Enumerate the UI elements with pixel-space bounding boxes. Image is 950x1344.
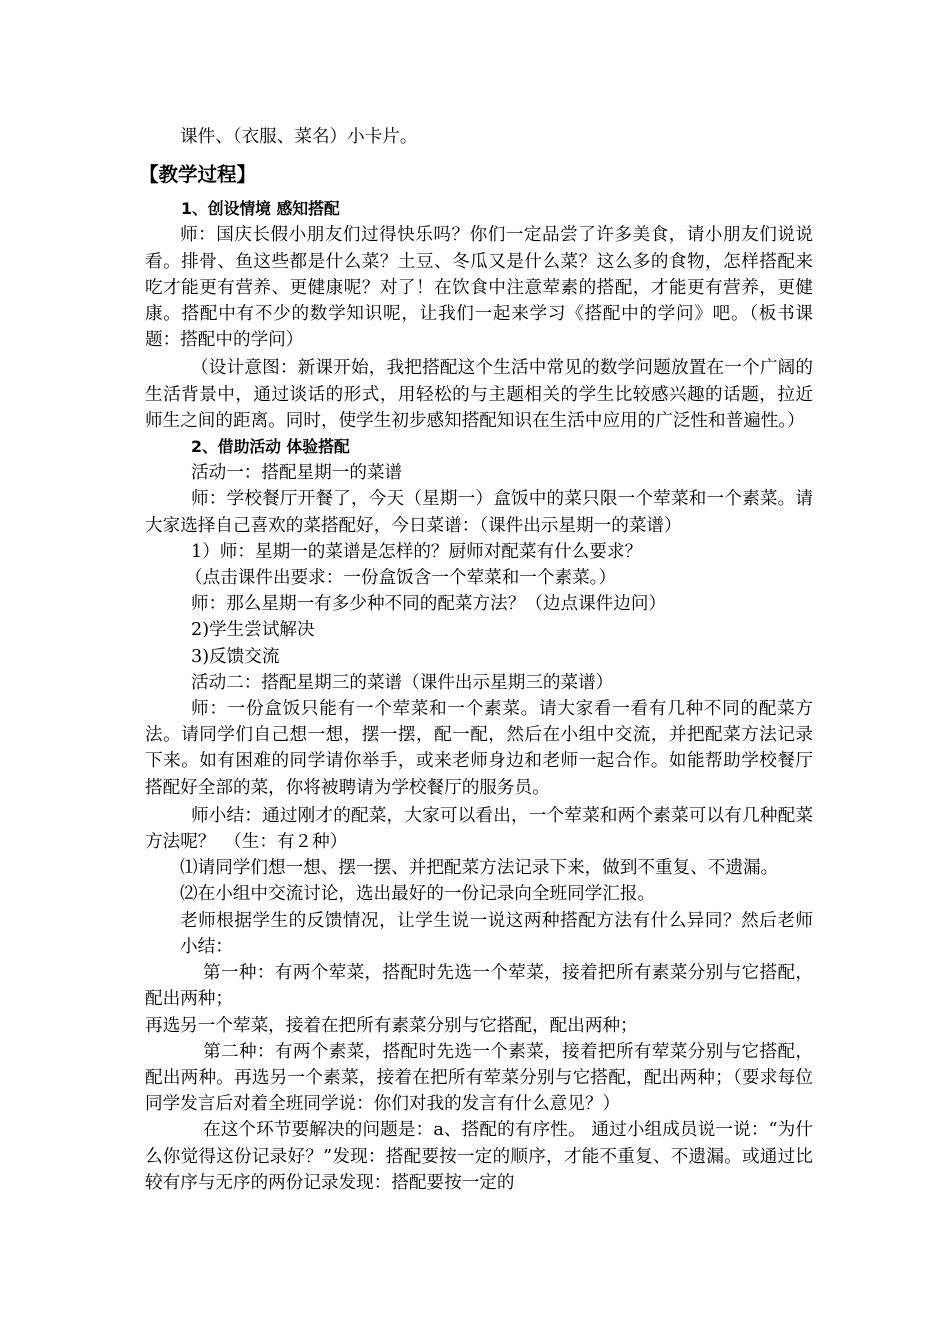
activity1-item3: 3)反馈交流: [191, 646, 280, 667]
activity1-item1: 1）师：星期一的菜谱是怎样的？厨师对配菜有什么要求？: [191, 541, 643, 562]
closing-paragraph: 在这个环节要解决的问题是：a、搭配的有序性。 通过小组成员说一说：“为什么你觉得这份记录好？”发现：搭配要按一定的顺序，才能不重复、不遗漏。或通过比较有序与无序的两份记录发现：搭配要按一定的: [145, 1120, 813, 1193]
method-1: 第一种：有两个荤菜，搭配时先选一个荤菜，接着把所有素菜分别与它搭配，配出两种；: [145, 963, 813, 1010]
step1-heading: 1、创设情境 感知搭配: [181, 199, 340, 219]
teacher-feedback-text: 老师根据学生的反馈情况，让学生说一说这两种搭配方法有什么异同？然后老师小结：: [180, 910, 813, 957]
activity1-item1-note: （点击课件出要求：一份盒饭含一个荤菜和一个素菜。）: [185, 568, 617, 589]
activity1-intro: 师：学校餐厅开餐了，今天（星期一）盒饭中的菜只限一个荤菜和一个素菜。请大家选择自己喜欢的菜搭配好，今日菜谱：（课件出示星期一的菜谱）: [145, 489, 813, 536]
teacher-summary: 师小结：通过刚才的配菜，大家可以看出，一个荤菜和两个素菜可以有几种配菜方法呢？ （生：有２种）: [145, 805, 813, 853]
design-note: （设计意图：新课开始，我把搭配这个生活中常见的数学问题放置在一个广阔的生活背景中，通过谈话的形式，用轻松的与主题相关的学生比较感兴趣的话题，拉近师生之间的距离。同时，使学生初步感知搭配知识在生活中应用的广泛性和普遍性。）: [145, 358, 813, 431]
method-1-continued: 再选另一个荤菜，接着在把所有素菜分别与它搭配，配出两种；: [145, 1015, 638, 1036]
step1-paragraph: 师：国庆长假小朋友们过得快乐吗？你们一定品尝了许多美食，请小朋友们说说看。排骨、鱼这些都是什么菜？土豆、冬瓜又是什么菜？这么多的食物，怎样搭配来吃才能更有营养、更健康呢？对了！在饮食中注意荤素的搭配，才能更有营养，更健康。搭配中有不少的数学知识呢，让我们一起来学习《搭配中的学问》吧。（板书课题：搭配中的学问）: [145, 225, 813, 351]
activity1-item1-question: 师：那么星期一有多少种不同的配菜方法？（边点课件边问）: [191, 594, 667, 615]
step2-heading: 2、借助活动 体验搭配: [191, 437, 350, 457]
teacher-feedback: [145, 908, 813, 960]
task-1: ⑴请同学们想一想、摆一摆、并把配菜方法记录下来，做到不重复、不遗漏。: [180, 858, 779, 879]
activity2-intro: 师：一份盒饭只能有一个荤菜和一个素菜。请大家看一看有几种不同的配菜方法。请同学们自己想一想，摆一摆，配一配，然后在小组中交流，并把配菜方法记录下来。如有困难的同学请你举手，或来老师身边和老师一起合作。如能帮助学校餐厅搭配好全部的菜，你将被聘请为学校餐厅的服务员。: [145, 699, 813, 798]
section-title: 【教学过程】: [139, 163, 257, 187]
activity2-title: 活动二：搭配星期三的菜谱（课件出示星期三的菜谱）: [191, 672, 614, 693]
document-page: [139, 124, 813, 1196]
activity1-title: 活动一：搭配星期一的菜谱: [191, 463, 403, 484]
activity1-item2: 2)学生尝试解决: [191, 620, 315, 641]
method-2: 第二种：有两个素菜，搭配时先选一个素菜，接着把所有荤菜分别与它搭配，配出两种。再选另一个素菜，接着在把所有荤菜分别与它搭配，配出两种；（要求每位同学发言后对着全班同学说：你们对我的发言有什么意见？）: [145, 1041, 813, 1115]
task-2: ⑵在小组中交流讨论，选出最好的一份记录向全班同学汇报。: [180, 884, 656, 905]
materials-line: 课件、（衣服、菜名）小卡片。: [180, 127, 418, 147]
